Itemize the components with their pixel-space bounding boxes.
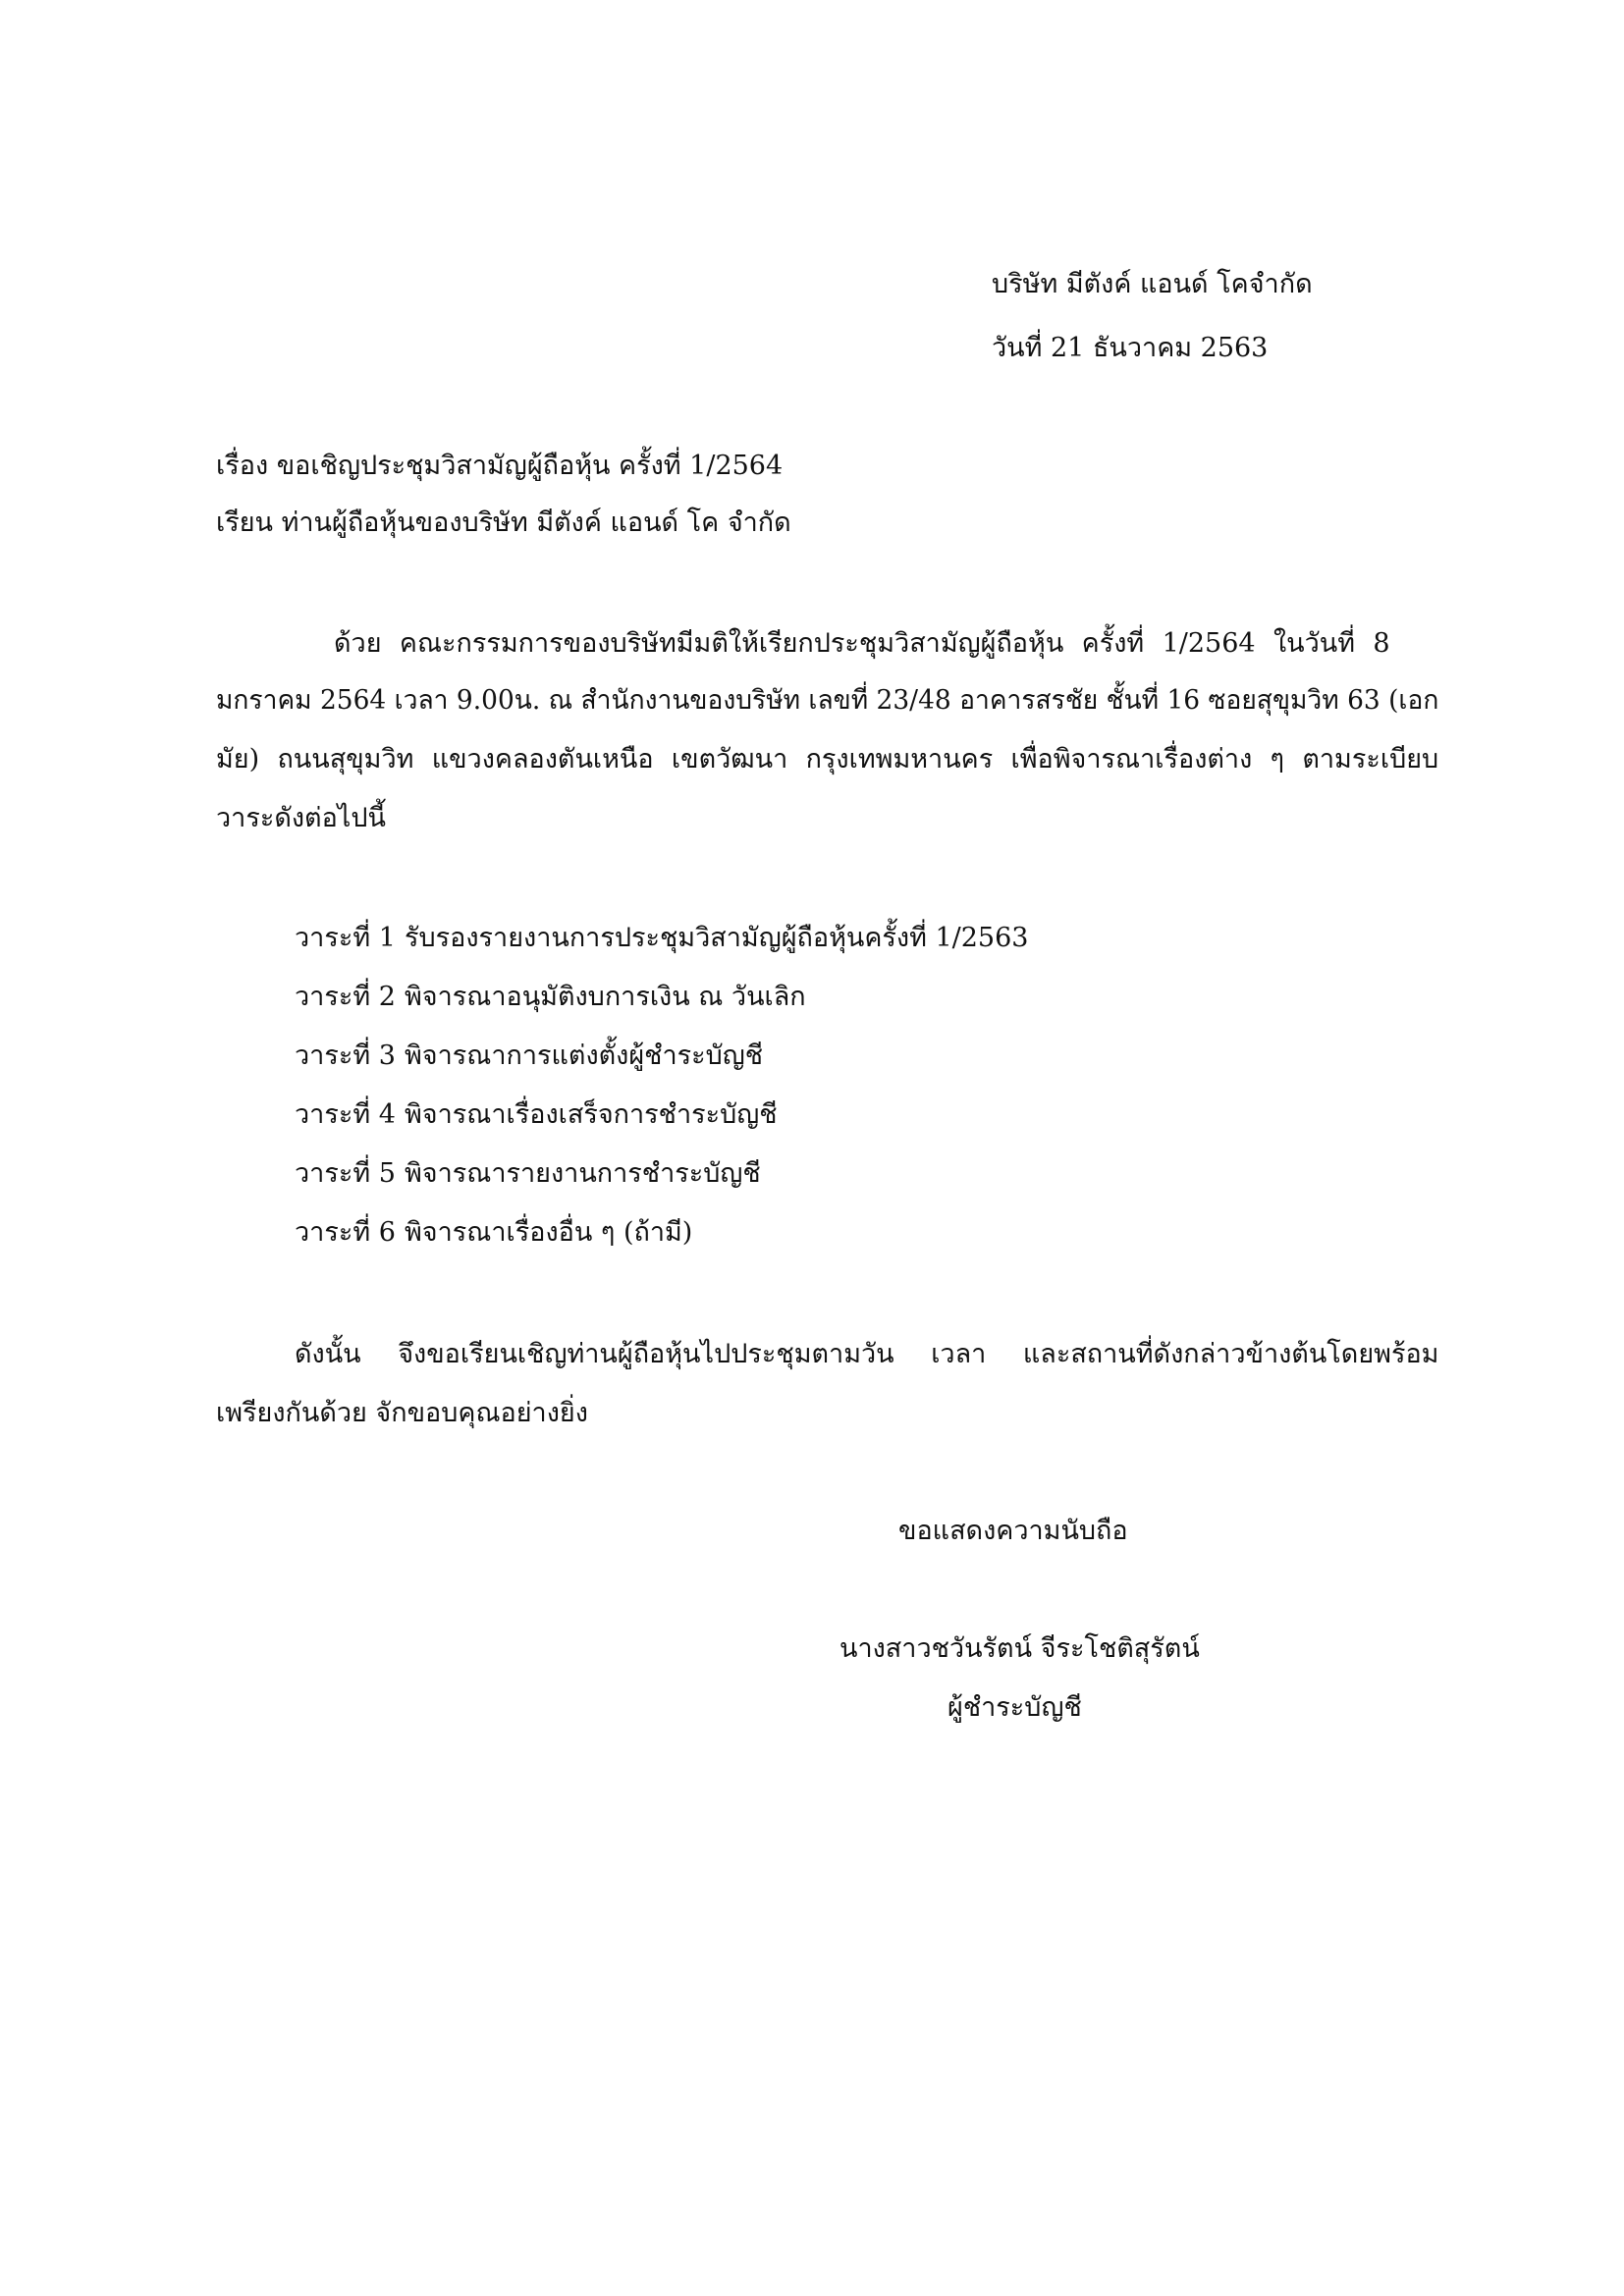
agenda-number: วาระที่ 2: [295, 982, 396, 1012]
agenda-text: พิจารณาอนุมัติงบการเงิน ณ วันเลิก: [405, 982, 806, 1012]
agenda-number: วาระที่ 3: [295, 1041, 396, 1071]
signer-title: ผู้ชำระบัญชี: [947, 1692, 1082, 1723]
company-name: บริษัท มีตังค์ แอนด์ โคจำกัด: [992, 269, 1313, 299]
salutation: ขอแสดงความนับถือ: [898, 1516, 1128, 1546]
agenda-text: พิจารณาเรื่องอื่น ๆ (ถ้ามี): [405, 1217, 693, 1248]
agenda-text: พิจารณาเรื่องเสร็จการชำระบัญชี: [405, 1099, 778, 1130]
body-line-3: มัย) ถนนสุขุมวิท แขวงคลองตันเหนือ เขตวัฒนา กรุงเทพมหานคร เพื่อพิจารณาเรื่องต่าง ๆ ตามระเบียบ: [216, 744, 1439, 774]
body-line-2: มกราคม 2564 เวลา 9.00น. ณ สำนักงานของบริษัท เลขที่ 23/48 อาคารสรชัย ชั้นที่ 16 ซอยสุขุมวิท 63 (เอก: [216, 685, 1439, 716]
signer-name: นางสาวชวันรัตน์ จีระโชติสุรัตน์: [839, 1633, 1200, 1664]
agenda-number: วาระที่ 1: [295, 923, 396, 953]
closing-line-2: เพรียงกันด้วย จักขอบคุณอย่างยิ่ง: [216, 1398, 588, 1428]
agenda-item: [295, 925, 1028, 951]
closing-line-1: ดังนั้น จึงขอเรียนเชิญท่านผู้ถือหุ้นไปประชุมตามวัน เวลา และสถานที่ดังกล่าวข้างต้นโดยพร้อม: [295, 1339, 1439, 1369]
agenda-item: [295, 1042, 763, 1069]
agenda-number: วาระที่ 4: [295, 1099, 396, 1130]
letter-subject: เรื่อง ขอเชิญประชุมวิสามัญผู้ถือหุ้น ครั้งที่ 1/2564: [216, 451, 784, 481]
agenda-text: รับรองรายงานการประชุมวิสามัญผู้ถือหุ้นครั้งที่ 1/2563: [405, 923, 1029, 953]
body-line-4: วาระดังต่อไปนี้: [216, 803, 386, 833]
agenda-item: [295, 1101, 778, 1128]
letter-recipient: เรียน ท่านผู้ถือหุ้นของบริษัท มีตังค์ แอนด์ โค จำกัด: [216, 507, 791, 538]
agenda-text: พิจารณาการแต่งตั้งผู้ชำระบัญชี: [405, 1041, 764, 1071]
agenda-number: วาระที่ 6: [295, 1217, 396, 1248]
agenda-item: [295, 984, 806, 1010]
letter-date: วันที่ 21 ธันวาคม 2563: [992, 333, 1269, 363]
agenda-number: วาระที่ 5: [295, 1158, 396, 1189]
agenda-item: [295, 1219, 692, 1246]
agenda-text: พิจารณารายงานการชำระบัญชี: [405, 1158, 761, 1189]
agenda-item: [295, 1160, 761, 1187]
body-line-1: ด้วย คณะกรรมการของบริษัทมีมติให้เรียกประชุมวิสามัญผู้ถือหุ้น ครั้งที่ 1/2564 ในวันที่ 8: [334, 628, 1390, 659]
